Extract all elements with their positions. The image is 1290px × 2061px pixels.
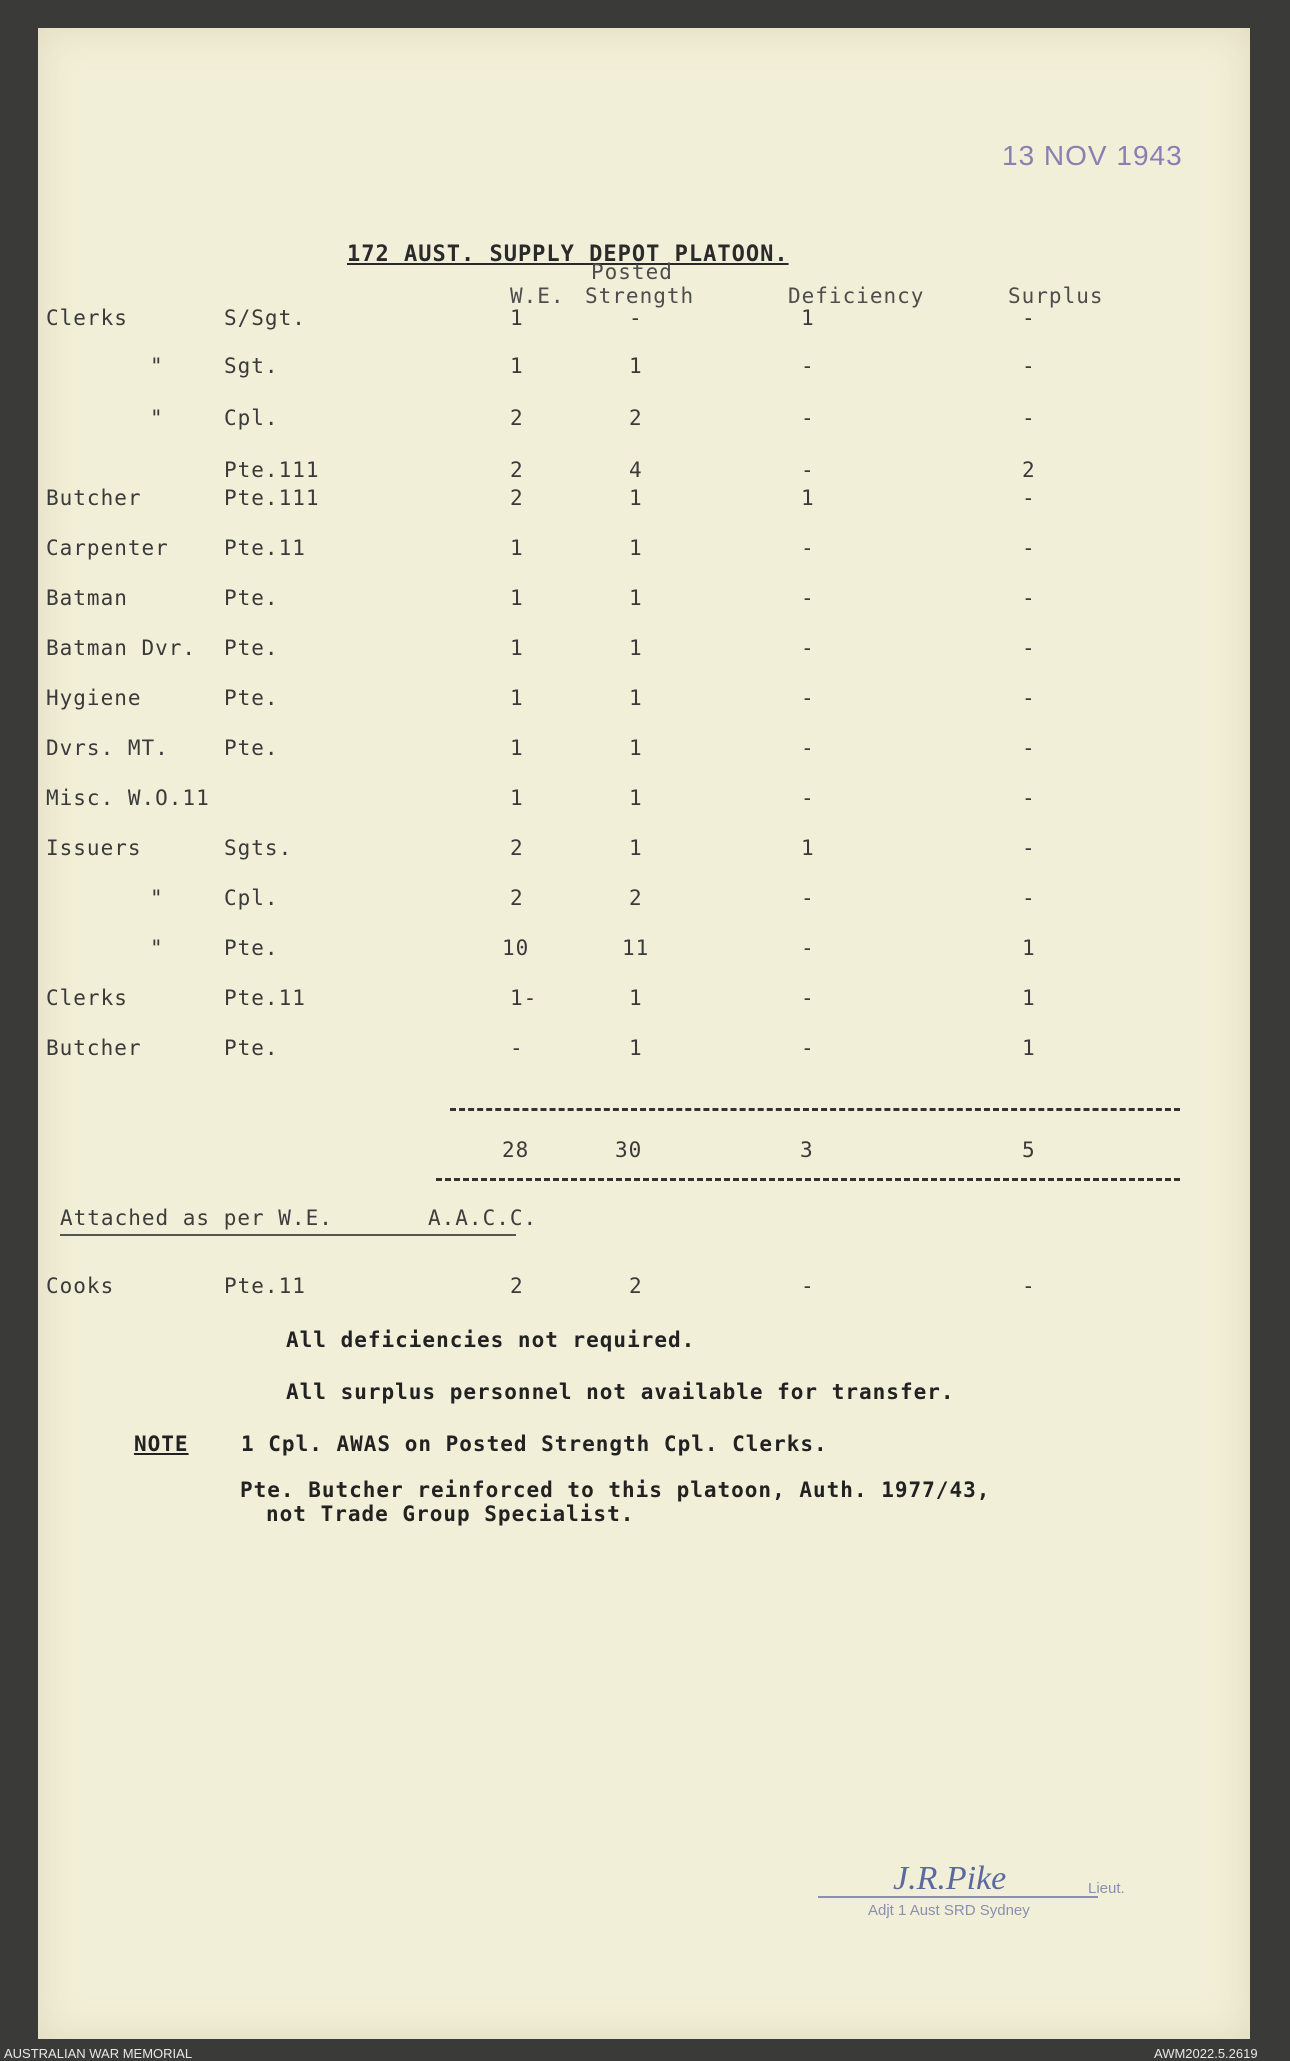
cell-we: 2 [510,886,524,910]
cell-we: 1 [510,636,524,660]
totals-row [38,1138,1250,1168]
cell-deficiency: 1 [801,306,815,330]
cell-we: 10 [502,936,530,960]
cell-trade: Clerks [46,306,128,330]
cell-we: 2 [510,406,524,430]
cell-rank: Pte.111 [224,458,320,482]
cell-trade: " [150,886,164,910]
cell-we: 1 [510,536,524,560]
table-row [38,836,1250,866]
cell-posted: 1 [629,636,643,660]
attached-label: Attached as per W.E. [60,1206,333,1230]
cell-deficiency: - [801,458,815,482]
attached-underline [60,1234,516,1236]
table-row [38,406,1250,436]
cell-deficiency: - [801,786,815,810]
cell-surplus: 1 [1022,936,1036,960]
cell-rank: S/Sgt. [224,306,306,330]
total-posted: 30 [615,1138,643,1162]
attached-unit: A.A.C.C. [428,1206,538,1230]
cell-deficiency: - [801,586,815,610]
note-surplus: All surplus personnel not available for transfer. [286,1380,955,1404]
cell-we: 2 [510,486,524,510]
rule-top [450,1108,1180,1111]
cell-we: 1 [510,354,524,378]
document-title: 172 AUST. SUPPLY DEPOT PLATOON. [347,242,789,267]
cell-we: 1 [510,306,524,330]
cell-posted: 1 [629,354,643,378]
cell-trade: " [150,936,164,960]
cell-posted: 4 [629,458,643,482]
cell-deficiency: - [801,536,815,560]
cell-deficiency: - [801,886,815,910]
cell-rank: Sgts. [224,836,293,860]
cell-trade: Batman Dvr. [46,636,197,660]
cell-trade: Misc. W.O.11 [46,786,210,810]
attached-trade: Cooks [46,1274,115,1298]
cell-we: 1 [510,736,524,760]
attached-we: 2 [510,1274,524,1298]
cell-deficiency: - [801,406,815,430]
cell-we: 2 [510,836,524,860]
table-row [38,736,1250,766]
cell-deficiency: - [801,636,815,660]
cell-posted: 1 [629,686,643,710]
cell-rank: Cpl. [224,886,279,910]
cell-trade: Dvrs. MT. [46,736,169,760]
cell-rank: Cpl. [224,406,279,430]
cell-posted: 1 [629,536,643,560]
cell-we: 1 [510,686,524,710]
cell-deficiency: - [801,686,815,710]
note-deficiencies: All deficiencies not required. [286,1328,696,1352]
cell-surplus: - [1022,536,1036,560]
table-row [38,458,1250,488]
cell-posted: - [629,306,643,330]
table-row [38,536,1250,566]
cell-deficiency: - [801,736,815,760]
table-row [38,886,1250,916]
cell-trade: " [150,354,164,378]
cell-deficiency: - [801,986,815,1010]
table-row [38,586,1250,616]
cell-deficiency: - [801,354,815,378]
header-posted-line2: Strength [585,284,695,308]
signature-appointment: Adjt 1 Aust SRD Sydney [868,1902,1030,1919]
table-row [38,486,1250,516]
cell-surplus: 2 [1022,458,1036,482]
cell-rank: Pte. [224,1036,279,1060]
note-label: NOTE [134,1432,189,1456]
attached-row [38,1274,1250,1304]
footer-right: AWM2022.5.2619 [1154,2046,1258,2061]
cell-rank: Pte. [224,736,279,760]
table-row [38,1036,1250,1066]
total-deficiency: 3 [800,1138,814,1162]
attached-posted: 2 [629,1274,643,1298]
cell-we: 1 [510,786,524,810]
cell-posted: 1 [629,486,643,510]
cell-we: 2 [510,458,524,482]
header-deficiency: Deficiency [788,284,925,308]
cell-surplus: 1 [1022,986,1036,1010]
attached-surplus: - [1022,1274,1036,1298]
cell-posted: 1 [629,736,643,760]
table-row [38,986,1250,1016]
table-row [38,936,1250,966]
cell-trade: Hygiene [46,686,142,710]
cell-rank: Pte.111 [224,486,320,510]
cell-trade: " [150,406,164,430]
cell-rank: Pte. [224,936,279,960]
cell-trade: Butcher [46,486,142,510]
table-row [38,686,1250,716]
cell-surplus: 1 [1022,1036,1036,1060]
cell-rank: Pte. [224,636,279,660]
cell-surplus: - [1022,406,1036,430]
cell-deficiency: - [801,936,815,960]
pte-note-line1: Pte. Butcher reinforced to this platoon, Auth. 1977/43, [240,1478,991,1502]
total-surplus: 5 [1022,1138,1036,1162]
table-row [38,306,1250,336]
header-posted-line1: Posted [591,260,673,284]
cell-trade: Batman [46,586,128,610]
header-we: W.E. [510,284,565,308]
date-stamp: 13 NOV 1943 [1002,140,1183,171]
table-row [38,786,1250,816]
header-surplus: Surplus [1008,284,1104,308]
footer-left: AUSTRALIAN WAR MEMORIAL [4,2046,193,2061]
cell-posted: 2 [629,886,643,910]
cell-posted: 1 [629,836,643,860]
cell-deficiency: 1 [801,836,815,860]
cell-posted: 1 [629,1036,643,1060]
signature: J.R.Pike [893,1860,1007,1897]
cell-we: 1- [510,986,538,1010]
cell-surplus: - [1022,636,1036,660]
cell-surplus: - [1022,354,1036,378]
cell-rank: Sgt. [224,354,279,378]
table-row [38,636,1250,666]
total-we: 28 [502,1138,530,1162]
cell-posted: 11 [622,936,650,960]
cell-rank: Pte.11 [224,986,306,1010]
attached-deficiency: - [801,1274,815,1298]
pte-note-line2: not Trade Group Specialist. [266,1502,635,1526]
cell-surplus: - [1022,836,1036,860]
cell-trade: Issuers [46,836,142,860]
cell-surplus: - [1022,736,1036,760]
table-row [38,354,1250,384]
cell-rank: Pte. [224,586,279,610]
cell-rank: Pte.11 [224,536,306,560]
attached-rank: Pte.11 [224,1274,306,1298]
cell-surplus: - [1022,306,1036,330]
cell-trade: Carpenter [46,536,169,560]
note-text: 1 Cpl. AWAS on Posted Strength Cpl. Clerks. [241,1432,828,1456]
cell-surplus: - [1022,686,1036,710]
signature-line [818,1896,1098,1898]
cell-we: 1 [510,586,524,610]
cell-surplus: - [1022,486,1036,510]
cell-posted: 1 [629,786,643,810]
cell-we: - [510,1036,524,1060]
cell-surplus: - [1022,886,1036,910]
cell-deficiency: 1 [801,486,815,510]
cell-rank: Pte. [224,686,279,710]
signature-rank: Lieut. [1088,1880,1125,1897]
cell-posted: 1 [629,586,643,610]
document-page [38,28,1250,2039]
rule-bottom [436,1178,1180,1181]
cell-trade: Butcher [46,1036,142,1060]
cell-deficiency: - [801,1036,815,1060]
cell-trade: Clerks [46,986,128,1010]
cell-surplus: - [1022,786,1036,810]
cell-posted: 2 [629,406,643,430]
cell-posted: 1 [629,986,643,1010]
cell-surplus: - [1022,586,1036,610]
